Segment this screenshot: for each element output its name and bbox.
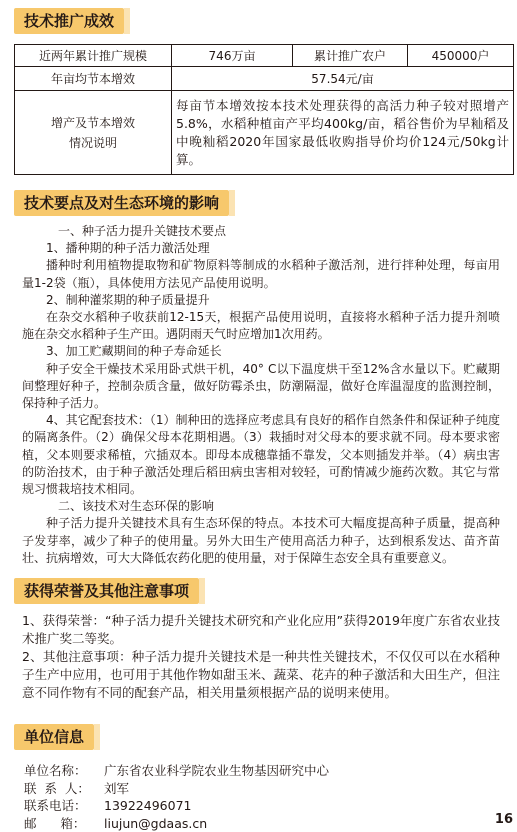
section-heading-honors: 获得荣誉及其他注意事项 — [14, 578, 199, 604]
subheading: 一、种子活力提升关键技术要点 — [22, 223, 500, 240]
section-heading-key-points: 技术要点及对生态环境的影响 — [14, 190, 229, 216]
paragraph: 1、获得荣誉：“种子活力提升关键技术研究和产业化应用”获得2019年度广东省农业技术推广奖二等奖。 — [22, 612, 500, 648]
table-cell-label: 增产及节本增效 情况说明 — [15, 91, 172, 175]
info-row-name — [24, 762, 494, 780]
page-number: 16 — [495, 812, 513, 827]
table-cell-value: 450000户 — [408, 45, 514, 67]
subheading: 3、加工贮藏期间的种子寿命延长 — [22, 343, 500, 360]
paragraph: 种子活力提升关键技术具有生态环保的特点。本技术可大幅度提高种子质量，提高种子发芽率，减少了种子的使用量。另外大田生产使用高活力种子，达到根系发达、苗齐苗壮、抗病增效，可大大降低农药化肥的使用量，对于保障生态安全具有重要意义。 — [22, 515, 500, 567]
email-address: liujun@gdaas.cn — [104, 815, 207, 832]
paragraph: 在杂交水稻种子收获前12-15天，根据产品使用说明，直接将水稻种子活力提升剂喷施在杂交水稻种子生产田。遇阴雨天气时应增加1次用药。 — [22, 309, 500, 343]
table-cell-label: 年亩均节本增效 — [15, 67, 172, 91]
info-label: 联系电话： — [24, 797, 104, 815]
info-row-email — [24, 815, 494, 832]
honors-body — [22, 612, 500, 702]
table-cell-explanation: 每亩节本增效按本技术处理获得的高活力种子较对照增产5.8%，水稻种植亩产平均400kg/亩，稻谷售价为早籼稻及中晚籼稻2020年国家最低收购指导价均价124元/50kg计算。 — [172, 91, 514, 175]
table-cell-label: 累计推广农户 — [293, 45, 408, 67]
promotion-table — [14, 44, 514, 175]
table-row — [15, 45, 514, 67]
info-label: 邮 箱： — [24, 815, 104, 832]
section-heading-promotion: 技术推广成效 — [14, 8, 124, 34]
section-heading-unit: 单位信息 — [14, 724, 94, 750]
subheading: 1、播种期的种子活力激活处理 — [22, 240, 500, 257]
info-label: 单位名称： — [24, 762, 104, 780]
phone-number: 13922496071 — [104, 797, 191, 815]
unit-name: 广东省农业科学院农业生物基因研究中心 — [104, 762, 329, 780]
paragraph: 播种时利用植物提取物和矿物原料等制成的水稻种子激活剂，进行拌种处理，每亩用量1-2袋（瓶），具体使用方法见产品使用说明。 — [22, 257, 500, 291]
table-cell-value: 57.54元/亩 — [172, 67, 514, 91]
unit-info — [24, 762, 494, 832]
contact-name: 刘军 — [104, 780, 129, 798]
subheading: 2、制种灌浆期的种子质量提升 — [22, 292, 500, 309]
table-row — [15, 67, 514, 91]
paragraph: 2、其他注意事项：种子活力提升关键技术是一种共性关键技术，不仅仅可以在水稻种子生产中应用，也可用于其他作物如甜玉米、蔬菜、花卉的种子激活和大田生产，但注意不同作物有不同的配套产品，相关用量须根据产品的说明来使用。 — [22, 648, 500, 702]
paragraph: 4、其它配套技术：（1）制种田的选择应考虑具有良好的稻作自然条件和保证种子纯度的隔离条件。（2）确保父母本花期相遇。（3）栽插时对父母本的要求就不同。母本要求密植，父本则要求稀植，穴插双本。即母本成穗靠插不靠发，父本则插发并举。（4）病虫害的防治技术，由于种子激活处理后稻田病虫害相对较轻，可酌情减少施药次数。其它与常规习惯栽培技术相同。 — [22, 412, 500, 498]
table-cell-value: 746万亩 — [172, 45, 293, 67]
table-cell-label: 近两年累计推广规模 — [15, 45, 172, 67]
info-label: 联 系 人： — [24, 780, 104, 798]
table-row — [15, 91, 514, 175]
info-row-phone — [24, 797, 494, 815]
info-row-contact — [24, 780, 494, 798]
subheading: 二、该技术对生态环保的影响 — [22, 498, 500, 515]
key-points-body — [22, 223, 500, 567]
paragraph: 种子安全干燥技术采用卧式烘干机，40° C以下温度烘干至12%含水量以下。贮藏期间整理好种子，控制杂质含量，做好防霉杀虫，防潮隔湿，做好仓库温湿度的监测控制，保持种子活力。 — [22, 361, 500, 413]
